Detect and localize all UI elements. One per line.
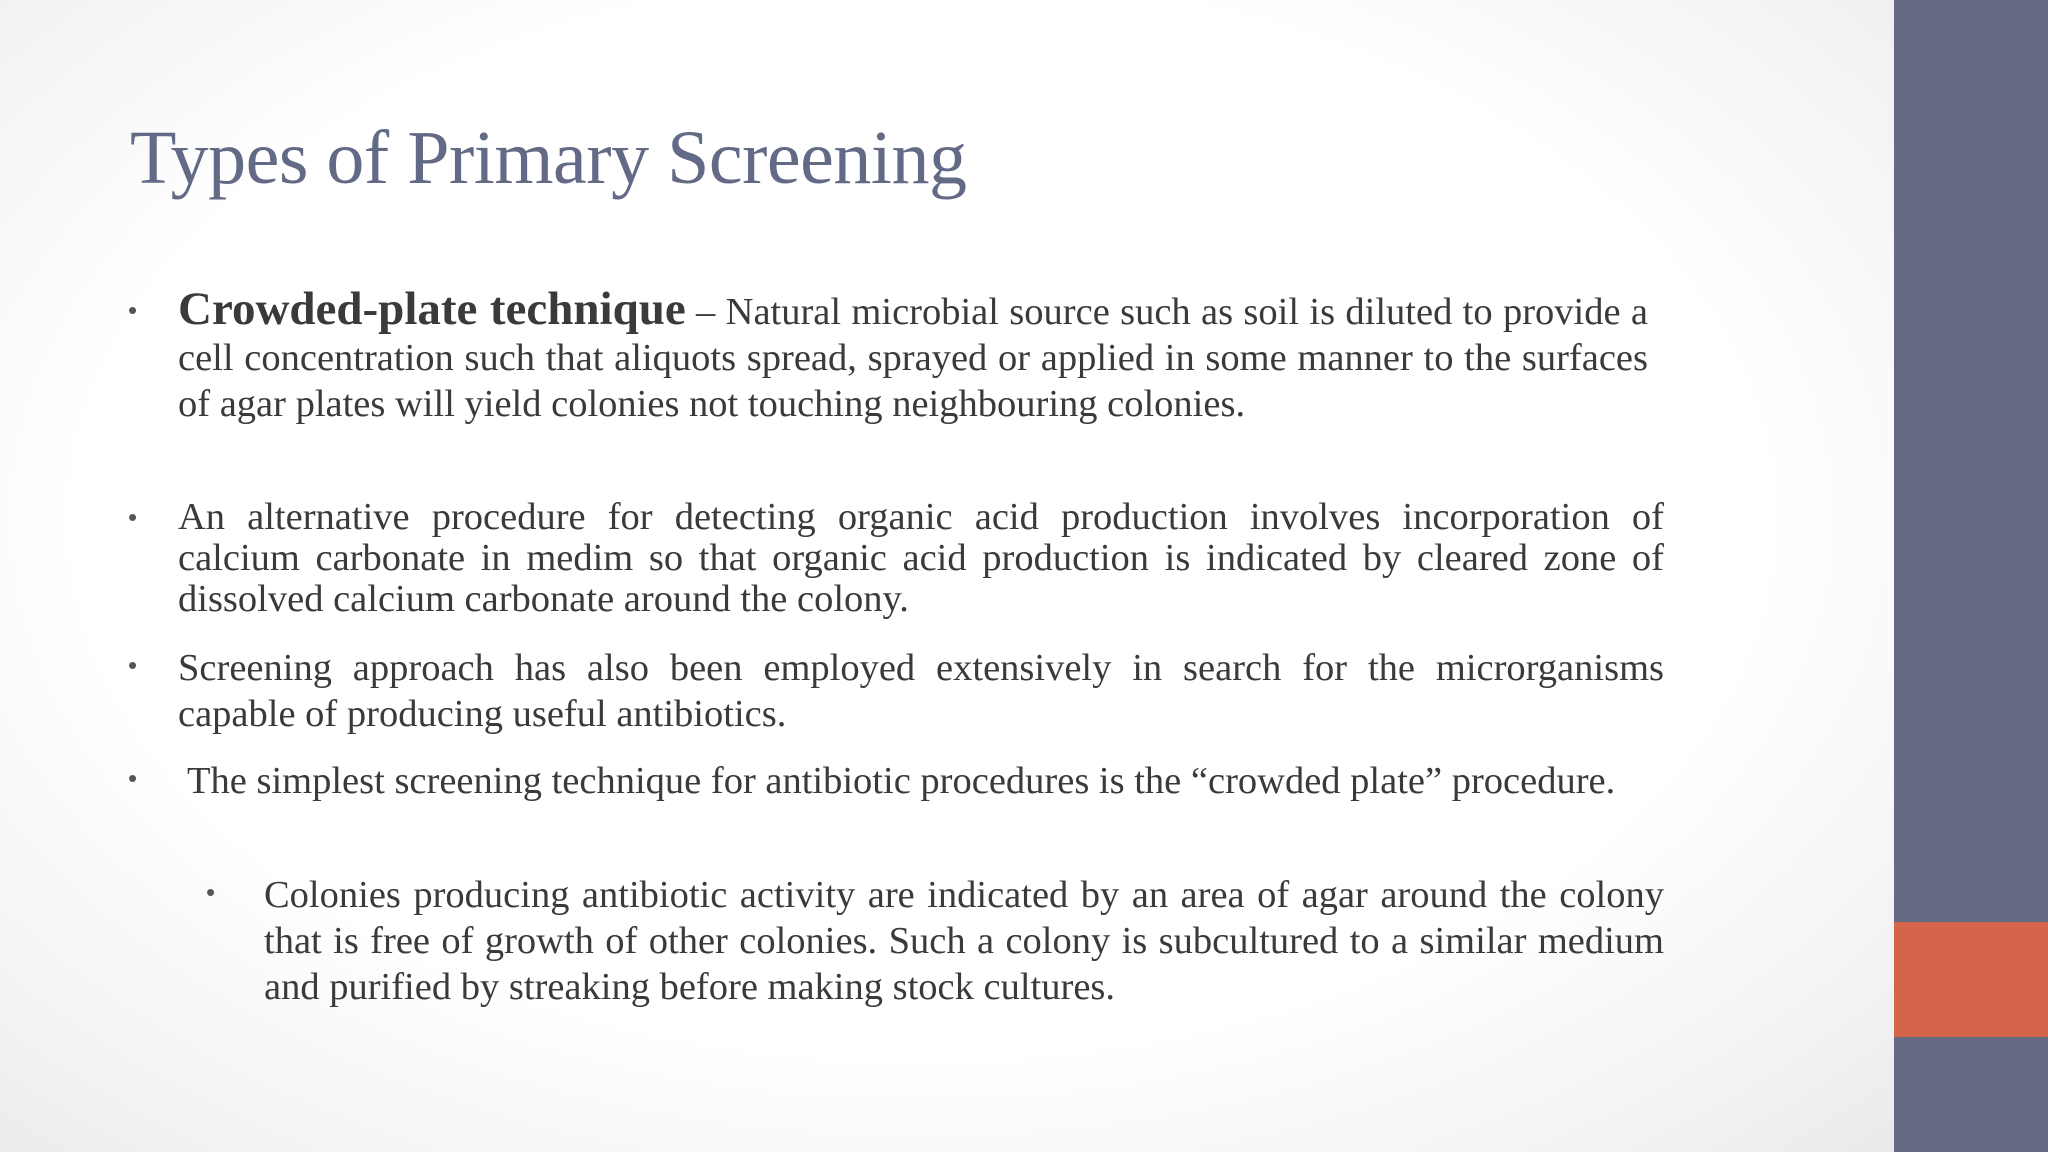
bullet-lead-term: Crowded-plate technique [178,283,686,335]
decorative-side-bar [1894,0,2048,1152]
bullet-body: – Natural microbial source such as soil is diluted to provide a cell concentration such that aliquots spread, sprayed or applied in some manner to the surfaces of agar plates will yield colonies not touching neighbouring colonies. [178,291,1648,425]
bullet-dot: • [128,650,138,680]
bullet-text: Colonies producing antibiotic activity are indicated by an area of agar around the colony that is free of growth of other colonies. Such a colony is subcultured to a similar medium and purified by streaking before making stock cultures. [264,874,1664,1008]
bullet-text: The simplest screening technique for antibiotic procedures is the “crowded plate” procedure. [187,760,1616,802]
bullet-dot: • [128,295,138,325]
bullet-text: Screening approach has also been employed extensively in search for the microrganisms capable of producing useful antibiotics. [178,647,1664,735]
bullet-text [178,283,1648,427]
bullet-text: An alternative procedure for detecting organic acid production involves incorporation of calcium carbonate in medim so that organic acid production is indicated by cleared zone of dissolved calcium carbonate around the colony. [178,496,1664,620]
decorative-side-accent [1894,922,2048,1037]
slide-title: Types of Primary Screening [130,116,967,200]
bullet-dot: • [128,763,138,793]
bullet-dot: • [128,502,138,532]
bullet-dot: • [206,877,216,907]
